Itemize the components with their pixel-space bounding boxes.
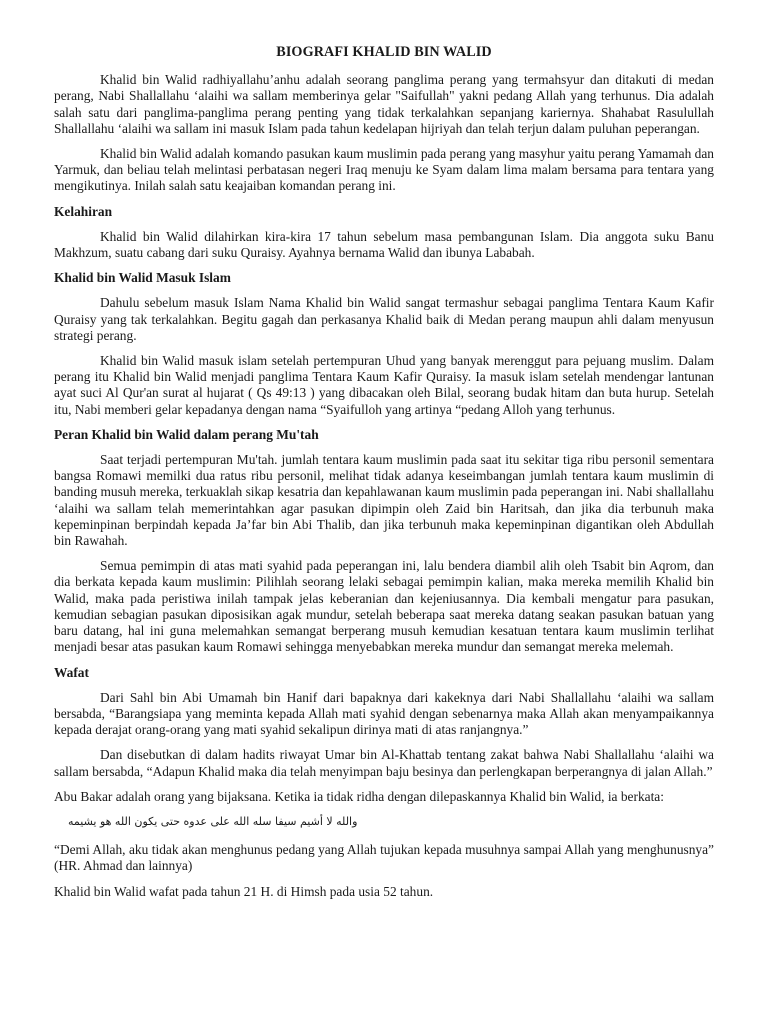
- paragraph-hadith-syahid: Dari Sahl bin Abi Umamah bin Hanif dari bapaknya dari kakeknya dari Nabi Shallallahu ‘alaihi wa sallam bersabda, “Barangsiapa yang meminta kepada Allah mati syahid dengan sebenarnya maka Allah akan menyampaikannya kepada derajat orang-orang yang mati syahid sekalipun dirinya mati di atas ranjangnya.”: [54, 689, 714, 738]
- paragraph-commander: Khalid bin Walid adalah komando pasukan kaum muslimin pada perang yang masyhur yaitu perang Yamamah dan Yarmuk, dan beliau telah melintasi perbatasan negeri Iraq menuju ke Syam dalam lima malam bersama para tentara yang mengikutinya. Inilah salah satu keajaiban komandan perang ini.: [54, 146, 714, 194]
- heading-kelahiran: Kelahiran: [54, 203, 113, 219]
- heading-wafat: Wafat: [54, 664, 89, 680]
- paragraph-birth: Khalid bin Walid dilahirkan kira-kira 17 tahun sebelum masa pembangunan Islam. Dia anggota suku Banu Makhzum, suatu cabang dari suku Quraisy. Ayahnya bernama Walid dan ibunya Lababah.: [54, 228, 714, 261]
- arabic-quote-text: والله لا أشيم سيفا سله الله على عدوه حتى يكون الله هو يشيمه: [68, 814, 358, 828]
- paragraph-mutah-battle: Saat terjadi pertempuran Mu'tah. jumlah tentara kaum muslimin pada saat itu sekitar tiga ribu personil sementara bangsa Romawi memilki dua ratus ribu personil, melihat tidak adanya keseimbangan jumlah tentara kaum muslimin di banding musuh mereka, terkuaklah sikap kesatria dan kepahlawanan kaum muslimin pada peperangan ini. Nabi shallallahu ‘alaihi wa sallam telah memerintahkan agar pasukan dipimpin oleh Zaid bin Haritsah, dan jika dia terbunuh maka kepeminpinan berpindah kepada Ja’far bin Abi Thalib, dan jika terbunuh maka kepeminpinan digantikan oleh Abdullah bin Rawahah.: [54, 452, 714, 549]
- paragraph-intro: Khalid bin Walid radhiyallahu’anhu adalah seorang panglima perang yang termahsyur dan ditakuti di medan perang, Nabi Shallallahu ‘alaihi wa sallam memberinya gelar "Saifullah" yakni pedang Allah yang terhunus. Dia adalah salah satu dari panglima-panglima perang penting yang tidak terkalahkan sepanjang kariernya. Shahabat Rasulullah Shallallahu ‘alaihi wa sallam ini masuk Islam pada tahun kedelapan hijriyah dan telah terjun dalam puluhan peperangan.: [54, 72, 714, 136]
- paragraph-abu-bakar: Abu Bakar adalah orang yang bijaksana. Ketika ia tidak ridha dengan dilepaskannya Khalid bin Walid, ia berkata:: [54, 788, 664, 804]
- arabic-quote: [54, 814, 714, 830]
- paragraph-death: Khalid bin Walid wafat pada tahun 21 H. di Himsh pada usia 52 tahun.: [54, 883, 434, 899]
- paragraph-conversion: Khalid bin Walid masuk islam setelah pertempuran Uhud yang banyak merenggut para pejuang muslim. Dalam perang itu Khalid bin Walid menjadi panglima Tentara Kaum Kafir Quraisy. Ia masuk islam setelah mendengar lantunan ayat suci Al Qur'an surat al hujarat ( Qs 49:13 ) yang dibacakan oleh Bilal, seorang budak hitam dan buta hurup. Setelah itu, Nabi memberi gelar kepadanya dengan nama “Syaifulloh yang artinya “pedang Alloh yang terhunus.: [54, 353, 714, 417]
- paragraph-translation: “Demi Allah, aku tidak akan menghunus pedang yang Allah tujukan kepada musuhnya sampai Allah yang menghunusnya” (HR. Ahmad dan lainnya): [54, 842, 714, 874]
- heading-mutah: Peran Khalid bin Walid dalam perang Mu'tah: [54, 426, 319, 442]
- document-title: BIOGRAFI KHALID BIN WALID: [276, 44, 492, 60]
- paragraph-before-islam: Dahulu sebelum masuk Islam Nama Khalid bin Walid sangat termashur sebagai panglima Tentara Kaum Kafir Quraisy yang tak terkalahkan. Begitu gagah dan perkasanya Khalid baik di Medan perang maupun ahli dalam menyusun strategi perang.: [54, 295, 714, 343]
- paragraph-mutah-leadership: Semua pemimpin di atas mati syahid pada peperangan ini, lalu bendera diambil alih oleh Tsabit bin Aqrom, dan dia berkata kepada kaum muslimin: Pilihlah seorang lelaki sebagai pemimpin kalian, maka mereka memilih Khalid bin Walid, maka pada peristiwa inilah tampak jelas keberanian dan kejeniusannya. Dia kembali mengatur para pasukan, kemudian sebagian pasukan diposisikan agak mundur, setelah beberapa saat mereka datang seakan pasukan batuan yang baru datang, hal ini guna melemahkan semangat berperang musuh kemudian kesatuan tentara kaum muslimin terlihat menjadi besar atas pasukan kaum Romawi sehingga menyebabkan mereka mundur dan semangat mereka melemah.: [54, 558, 714, 655]
- heading-masuk-islam: Khalid bin Walid Masuk Islam: [54, 270, 231, 286]
- paragraph-hadith-umar: Dan disebutkan di dalam hadits riwayat Umar bin Al-Khattab tentang zakat bahwa Nabi Shallallahu ‘alaihi wa sallam bersabda, “Adapun Khalid maka dia telah menyimpan baju besinya dan perlengkapan berperangnya di jalan Allah.”: [54, 747, 714, 779]
